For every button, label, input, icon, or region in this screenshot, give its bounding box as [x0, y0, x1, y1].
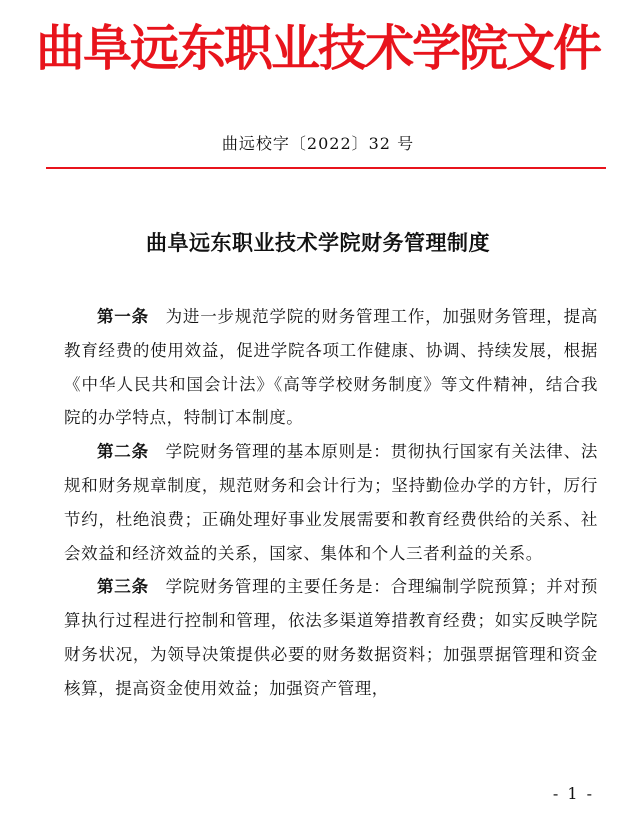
document-title: 曲阜远东职业技术学院财务管理制度	[146, 230, 490, 255]
article-3-text: 学院财务管理的主要任务是：合理编制学院预算；并对预算执行过程进行控制和管理，依法多渠道筹措教育经费；如实反映学院财务状况，为领导决策提供必要的财务数据资料；加强票据管理和资金核算，提高资金使用效益；加强资产管理，	[64, 577, 598, 698]
article-1-text: 为进一步规范学院的财务管理工作，加强财务管理，提高教育经费的使用效益，促进学院各项工作健康、协调、持续发展，根据《中华人民共和国会计法》《高等学校财务制度》等文件精神，结合我院的办学特点，特制订本制度。	[64, 307, 598, 428]
article-2-text: 学院财务管理的基本原则是：贯彻执行国家有关法律、法规和财务规章制度，规范财务和会计行为；坚持勤俭办学的方针，厉行节约，杜绝浪费；正确处理好事业发展需要和教育经费供给的关系、社会效益和经济效益的关系，国家、集体和个人三者利益的关系。	[64, 442, 598, 563]
page-number: - 1 -	[552, 784, 594, 803]
article-2-label: 第二条	[97, 442, 149, 462]
article-3-label: 第三条	[97, 577, 149, 597]
document-number: 曲远校字〔2022〕32 号	[221, 134, 415, 153]
red-divider-line	[46, 167, 606, 169]
article-2	[64, 435, 598, 570]
article-3	[64, 570, 598, 705]
article-1	[64, 300, 598, 435]
document-header-title: 曲阜远东职业技术学院文件	[35, 19, 600, 77]
article-1-label: 第一条	[97, 307, 149, 326]
document-body	[64, 300, 598, 706]
